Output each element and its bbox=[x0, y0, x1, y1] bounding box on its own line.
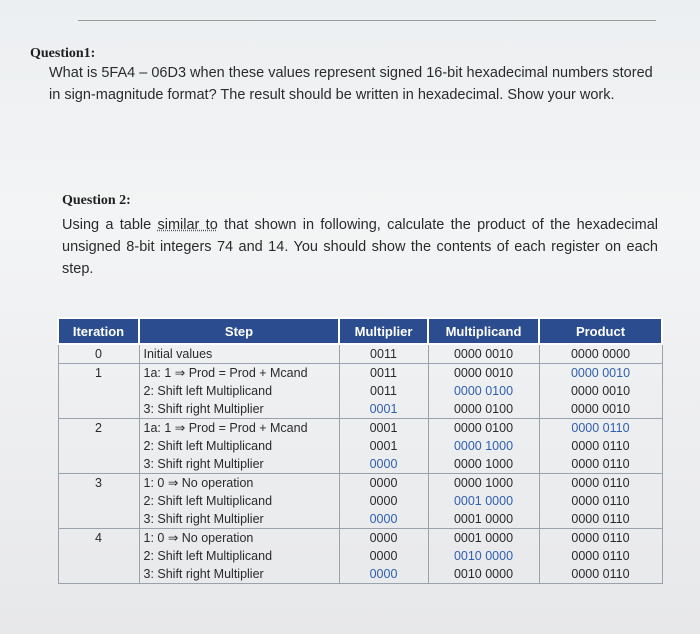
cell-step: 3: Shift right Multiplier bbox=[139, 400, 339, 419]
cell-iteration bbox=[58, 492, 139, 510]
cell-multiplicand: 0000 1000 bbox=[428, 455, 539, 474]
cell-product: 0000 0110 bbox=[539, 474, 662, 493]
table-row bbox=[58, 437, 662, 455]
cell-iteration: 4 bbox=[58, 529, 139, 548]
cell-step: 1: 0 ⇒ No operation bbox=[139, 474, 339, 493]
cell-iteration bbox=[58, 437, 139, 455]
question2-text-link: similar to bbox=[157, 217, 218, 233]
cell-iteration: 2 bbox=[58, 419, 139, 438]
cell-multiplicand: 0000 0100 bbox=[428, 419, 539, 438]
table-row bbox=[58, 529, 662, 548]
question2-text-start: Using a table bbox=[62, 217, 158, 233]
cell-step: 1: 0 ⇒ No operation bbox=[139, 529, 339, 548]
cell-step: 1a: 1 ⇒ Prod = Prod + Mcand bbox=[139, 419, 339, 438]
cell-multiplier: 0011 bbox=[339, 364, 428, 383]
table-body bbox=[58, 344, 662, 584]
header-product: Product bbox=[539, 318, 662, 344]
question1-heading: Question1: bbox=[30, 46, 96, 61]
cell-multiplicand: 0000 0010 bbox=[428, 364, 539, 383]
table-header-row bbox=[58, 318, 662, 344]
cell-step: 1a: 1 ⇒ Prod = Prod + Mcand bbox=[139, 364, 339, 383]
cell-iteration bbox=[58, 382, 139, 400]
cell-multiplicand: 0001 0000 bbox=[428, 529, 539, 548]
table-row bbox=[58, 565, 662, 584]
cell-product: 0000 0110 bbox=[539, 547, 662, 565]
cell-multiplier: 0000 bbox=[339, 455, 428, 474]
cell-step: Initial values bbox=[139, 344, 339, 364]
cell-multiplier: 0000 bbox=[339, 547, 428, 565]
question2-heading: Question 2: bbox=[62, 193, 131, 208]
cell-iteration: 1 bbox=[58, 364, 139, 383]
cell-multiplier: 0000 bbox=[339, 474, 428, 493]
header-multiplier: Multiplier bbox=[339, 318, 428, 344]
table-row bbox=[58, 492, 662, 510]
cell-product: 0000 0110 bbox=[539, 492, 662, 510]
question1-text: What is 5FA4 – 06D3 when these values represent signed 16-bit hexadecimal numbers stored in sign-magnitude format? The result should be written in hexadecimal. Show your work. bbox=[49, 65, 653, 103]
header-step: Step bbox=[139, 318, 339, 344]
cell-product: 0000 0110 bbox=[539, 565, 662, 584]
cell-multiplicand: 0001 0000 bbox=[428, 492, 539, 510]
cell-multiplicand: 0000 1000 bbox=[428, 474, 539, 493]
table-row bbox=[58, 547, 662, 565]
cell-multiplier: 0000 bbox=[339, 510, 428, 529]
cell-multiplicand: 0010 0000 bbox=[428, 565, 539, 584]
cell-product: 0000 0000 bbox=[539, 344, 662, 364]
cell-product: 0000 0110 bbox=[539, 455, 662, 474]
cell-iteration bbox=[58, 455, 139, 474]
cell-step: 3: Shift right Multiplier bbox=[139, 565, 339, 584]
cell-multiplier: 0001 bbox=[339, 419, 428, 438]
cell-product: 0000 0110 bbox=[539, 419, 662, 438]
table-row bbox=[58, 344, 662, 364]
table-row bbox=[58, 455, 662, 474]
table-row bbox=[58, 364, 662, 383]
cell-iteration bbox=[58, 565, 139, 584]
cell-step: 2: Shift left Multiplicand bbox=[139, 382, 339, 400]
cell-iteration: 3 bbox=[58, 474, 139, 493]
header-iteration: Iteration bbox=[58, 318, 139, 344]
table-row bbox=[58, 419, 662, 438]
cell-step: 2: Shift left Multiplicand bbox=[139, 547, 339, 565]
cell-multiplier: 0011 bbox=[339, 344, 428, 364]
cell-step: 2: Shift left Multiplicand bbox=[139, 492, 339, 510]
register-table bbox=[57, 317, 663, 584]
cell-multiplicand: 0000 0100 bbox=[428, 382, 539, 400]
cell-product: 0000 0110 bbox=[539, 437, 662, 455]
cell-multiplier: 0001 bbox=[339, 437, 428, 455]
cell-iteration bbox=[58, 547, 139, 565]
cell-product: 0000 0110 bbox=[539, 510, 662, 529]
table-row bbox=[58, 474, 662, 493]
table-row bbox=[58, 400, 662, 419]
cell-product: 0000 0110 bbox=[539, 529, 662, 548]
cell-multiplier: 0000 bbox=[339, 565, 428, 584]
cell-multiplicand: 0000 1000 bbox=[428, 437, 539, 455]
cell-step: 2: Shift left Multiplicand bbox=[139, 437, 339, 455]
question2-text bbox=[62, 214, 658, 280]
cell-iteration bbox=[58, 400, 139, 419]
question2-text-end: that shown in following, calculate the product of the hexadecimal unsigned 8-bit integers 74 and 14. You should show the contents of each register on each step. bbox=[62, 217, 658, 277]
cell-multiplicand: 0000 0010 bbox=[428, 344, 539, 364]
cell-iteration: 0 bbox=[58, 344, 139, 364]
header-multiplicand: Multiplicand bbox=[428, 318, 539, 344]
cell-product: 0000 0010 bbox=[539, 400, 662, 419]
cell-multiplier: 0000 bbox=[339, 492, 428, 510]
top-divider bbox=[78, 20, 656, 21]
cell-product: 0000 0010 bbox=[539, 382, 662, 400]
table-row bbox=[58, 382, 662, 400]
cell-multiplicand: 0010 0000 bbox=[428, 547, 539, 565]
cell-multiplier: 0001 bbox=[339, 400, 428, 419]
cell-step: 3: Shift right Multiplier bbox=[139, 510, 339, 529]
table-row bbox=[58, 510, 662, 529]
cell-iteration bbox=[58, 510, 139, 529]
cell-product: 0000 0010 bbox=[539, 364, 662, 383]
cell-multiplicand: 0001 0000 bbox=[428, 510, 539, 529]
cell-step: 3: Shift right Multiplier bbox=[139, 455, 339, 474]
cell-multiplier: 0000 bbox=[339, 529, 428, 548]
cell-multiplicand: 0000 0100 bbox=[428, 400, 539, 419]
cell-multiplier: 0011 bbox=[339, 382, 428, 400]
